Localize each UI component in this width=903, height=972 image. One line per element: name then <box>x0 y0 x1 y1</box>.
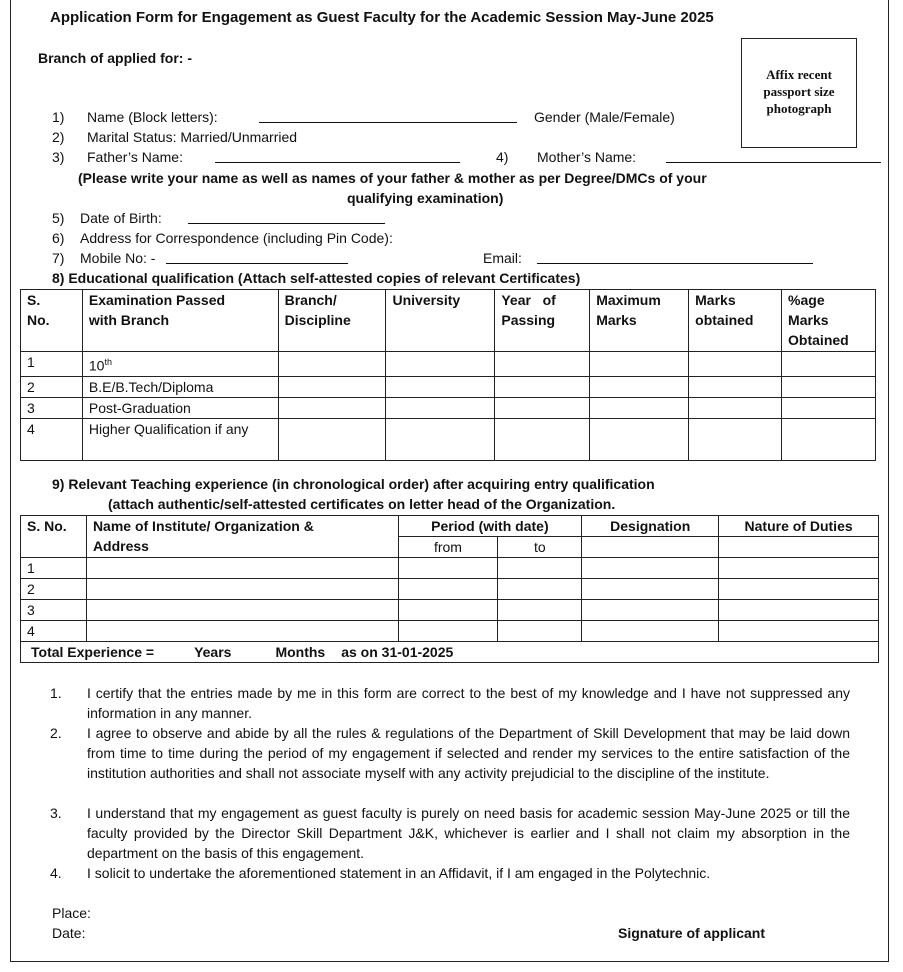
name-label: Name (Block letters): <box>87 109 218 125</box>
row-cell[interactable] <box>86 600 398 621</box>
mother-name-label: Mother’s Name: <box>537 149 637 165</box>
row-cell[interactable] <box>719 600 879 621</box>
row-cell[interactable] <box>582 537 719 558</box>
name-number: 1) <box>52 109 65 125</box>
row-sno: 2 <box>21 376 83 397</box>
email-field[interactable] <box>537 251 813 264</box>
row-cell[interactable] <box>498 579 582 600</box>
place-label: Place: <box>52 905 91 921</box>
row-cell[interactable] <box>495 352 590 377</box>
experience-header-row <box>21 516 879 537</box>
row-cell[interactable] <box>719 621 879 642</box>
name-field[interactable] <box>259 110 517 123</box>
name-note-line2: qualifying examination) <box>347 190 504 206</box>
row-cell[interactable] <box>582 600 719 621</box>
row-cell[interactable] <box>495 376 590 397</box>
row-cell[interactable] <box>782 397 876 418</box>
row-cell[interactable] <box>782 376 876 397</box>
col-branch: Branch/ Discipline <box>278 290 386 352</box>
row-sno: 3 <box>21 600 87 621</box>
mother-name-field[interactable] <box>666 150 881 163</box>
total-experience-row <box>21 642 879 663</box>
row-sno: 4 <box>21 418 83 460</box>
row-cell[interactable] <box>386 397 495 418</box>
row-cell[interactable] <box>386 376 495 397</box>
gender-label: Gender (Male/Female) <box>534 109 675 125</box>
table-row <box>21 418 876 460</box>
row-cell[interactable] <box>582 579 719 600</box>
row-sno: 2 <box>21 579 87 600</box>
row-cell[interactable] <box>689 418 782 460</box>
mother-number: 4) <box>496 149 509 165</box>
row-cell[interactable] <box>278 418 386 460</box>
row-cell[interactable] <box>495 397 590 418</box>
row-sno: 1 <box>21 558 87 579</box>
dob-field[interactable] <box>188 211 385 224</box>
row-cell[interactable] <box>689 376 782 397</box>
branch-label: Branch of applied for: - <box>38 50 192 66</box>
father-name-label: Father’s Name: <box>87 149 183 165</box>
row-cell[interactable] <box>86 579 398 600</box>
declaration-4: 4. I solicit to undertake the aforementioned statement in an Affidavit, if I am engaged in the Polytechnic. <box>50 865 711 881</box>
table-row <box>21 621 879 642</box>
table-row <box>21 352 876 377</box>
col-from: from <box>398 537 498 558</box>
row-cell[interactable] <box>386 352 495 377</box>
row-cell[interactable] <box>782 352 876 377</box>
name-note-line1: (Please write your name as well as names of your father & mother as per Degree/DMCs of your <box>78 170 707 186</box>
row-cell[interactable] <box>398 579 498 600</box>
row-cell[interactable] <box>86 558 398 579</box>
col-sno: S. No. <box>21 290 83 352</box>
row-cell[interactable] <box>498 558 582 579</box>
table-row <box>21 579 879 600</box>
row-cell[interactable] <box>590 352 689 377</box>
address-number: 6) <box>52 230 65 246</box>
row-cell[interactable] <box>689 352 782 377</box>
row-cell[interactable] <box>590 397 689 418</box>
row-cell[interactable] <box>719 537 879 558</box>
marital-status-label: Marital Status: Married/Unmarried <box>87 129 298 145</box>
mobile-field[interactable] <box>166 251 348 264</box>
row-cell[interactable] <box>278 376 386 397</box>
row-cell[interactable] <box>278 352 386 377</box>
declaration-2: 2. I agree to observe and abide by all the rules & regulations of the Department of Skill Development that may be laid down from time to time during the period of my engagement if selected and render my services to the entire satisfaction of the institution authorities and shall not associate myself with any activity prejudicial to the discipline of the institute. <box>50 725 850 781</box>
declaration-3: 3. I understand that my engagement as guest faculty is purely on need basis for academic session May-June 2025 or till the faculty provided by the Director Skill Department J&K, whichever is earlier and I shall not claim my absorption in the department on the basis of this engagement. <box>50 805 850 861</box>
col-institute: Name of Institute/ Organization & Address <box>86 516 398 558</box>
table-row <box>21 376 876 397</box>
experience-heading-line1: 9) Relevant Teaching experience (in chronological order) after acquiring entry qualification <box>52 476 655 492</box>
col-sno: S. No. <box>21 516 87 558</box>
mobile-number: 7) <box>52 250 65 266</box>
row-cell[interactable] <box>498 621 582 642</box>
form-title: Application Form for Engagement as Guest Faculty for the Academic Session May-June 2025 <box>50 9 714 26</box>
table-row <box>21 397 876 418</box>
experience-table <box>20 515 879 663</box>
col-examination: Examination Passed with Branch <box>82 290 278 352</box>
date-label: Date: <box>52 925 86 941</box>
email-label: Email: <box>483 250 522 266</box>
row-cell[interactable] <box>719 558 879 579</box>
col-marks-obtained: Marks obtained <box>689 290 782 352</box>
row-cell[interactable] <box>719 579 879 600</box>
col-duties: Nature of Duties <box>719 516 879 537</box>
col-percent: %age Marks Obtained <box>782 290 876 352</box>
signature-label: Signature of applicant <box>618 925 766 941</box>
row-cell[interactable] <box>398 600 498 621</box>
row-exam: B.E/B.Tech/Diploma <box>82 376 278 397</box>
education-header-row <box>21 290 876 352</box>
row-cell[interactable] <box>782 418 876 460</box>
col-period: Period (with date) <box>398 516 582 537</box>
row-cell[interactable] <box>398 621 498 642</box>
row-cell[interactable] <box>498 600 582 621</box>
dob-label: Date of Birth: <box>80 210 162 226</box>
row-cell[interactable] <box>689 397 782 418</box>
photo-box[interactable]: Affix recent passport size photograph <box>741 38 857 148</box>
marital-number: 2) <box>52 129 65 145</box>
col-max-marks: Maximum Marks <box>590 290 689 352</box>
row-cell[interactable] <box>386 418 495 460</box>
row-sno: 1 <box>21 352 83 377</box>
table-row <box>21 600 879 621</box>
education-heading: 8) Educational qualification (Attach self-attested copies of relevant Certificates) <box>52 270 581 286</box>
row-cell[interactable] <box>495 418 590 460</box>
row-sno: 3 <box>21 397 83 418</box>
row-cell[interactable] <box>582 621 719 642</box>
row-exam: Post-Graduation <box>82 397 278 418</box>
row-cell[interactable] <box>590 418 689 460</box>
col-year: Year of Passing <box>495 290 590 352</box>
row-sno: 4 <box>21 621 87 642</box>
total-experience: Total Experience = Years Months as on 31-01-2025 <box>21 642 879 663</box>
father-number: 3) <box>52 149 65 165</box>
row-exam: Higher Qualification if any <box>82 418 278 460</box>
col-designation: Designation <box>582 516 719 537</box>
row-cell[interactable] <box>582 558 719 579</box>
row-cell[interactable] <box>398 558 498 579</box>
education-table <box>20 289 876 461</box>
dob-number: 5) <box>52 210 65 226</box>
father-name-field[interactable] <box>215 150 460 163</box>
address-label: Address for Correspondence (including Pin Code): <box>80 230 393 246</box>
col-university: University <box>386 290 495 352</box>
row-cell[interactable] <box>590 376 689 397</box>
declaration-1: 1. I certify that the entries made by me in this form are correct to the best of my knowledge and I have not suppressed any information in any manner. <box>50 685 850 721</box>
experience-heading-line2: (attach authentic/self-attested certificates on letter head of the Organization. <box>108 496 616 512</box>
table-row <box>21 558 879 579</box>
mobile-label: Mobile No: - <box>80 250 156 266</box>
row-cell[interactable] <box>86 621 398 642</box>
col-to: to <box>498 537 582 558</box>
row-cell[interactable] <box>278 397 386 418</box>
row-exam: 10th <box>82 352 278 377</box>
